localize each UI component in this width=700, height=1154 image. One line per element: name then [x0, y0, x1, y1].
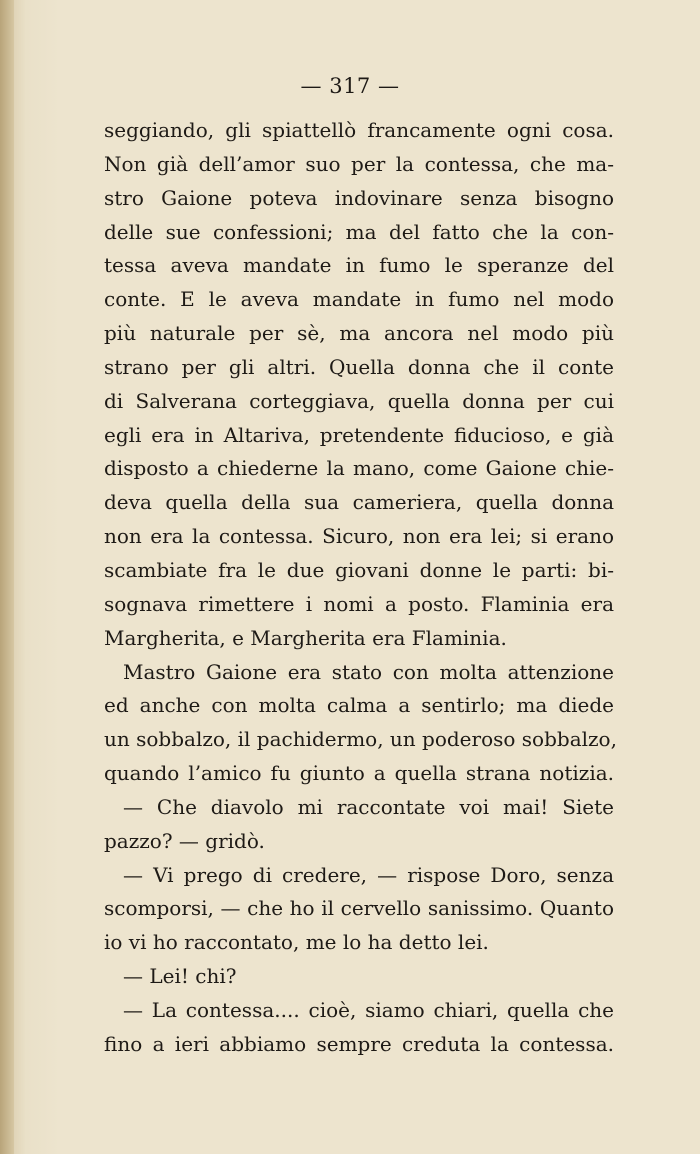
text-line: Non già dell’amor suo per la contessa, che ma- — [104, 151, 614, 176]
text-line: — Che diavolo mi raccontate voi mai! Siete — [123, 794, 614, 819]
text-line: conte. E le aveva mandate in fumo nel modo — [104, 287, 614, 312]
text-line: quando l’amico fu giunto a quella strana notizia. — [104, 761, 614, 786]
body-text — [104, 114, 617, 1062]
text-line: tessa aveva mandate in fumo le speranze del — [104, 253, 614, 278]
text-line: — Vi prego di credere, — rispose Doro, senza — [123, 862, 614, 887]
text-line: non era la contessa. Sicuro, non era lei; si erano — [104, 524, 614, 549]
text-line: sognava rimettere i nomi a posto. Flaminia era — [104, 591, 614, 616]
text-line: Mastro Gaione era stato con molta attenzione — [123, 659, 614, 684]
text-line: di Salverana corteggiava, quella donna per cui — [104, 388, 614, 413]
text-line: Margherita, e Margherita era Flaminia. — [104, 625, 507, 650]
text-line: deva quella della sua cameriera, quella donna — [104, 490, 614, 515]
text-line: un sobbalzo, il pachidermo, un poderoso sobbalzo, — [104, 727, 617, 752]
text-line: — Lei! chi? — [123, 964, 237, 989]
text-line: egli era in Altariva, pretendente fiducioso, e già — [104, 422, 614, 447]
text-line: scomporsi, — che ho il cervello sanissimo. Quanto — [104, 896, 614, 921]
text-line: disposto a chiederne la mano, come Gaione chie- — [104, 456, 614, 481]
page-binding-edge — [0, 0, 14, 1154]
text-line: fino a ieri abbiamo sempre creduta la contessa. — [104, 1031, 614, 1056]
text-line: ed anche con molta calma a sentirlo; ma diede — [104, 693, 614, 718]
text-line: — La contessa.... cioè, siamo chiari, quella che — [123, 997, 614, 1022]
text-line: strano per gli altri. Quella donna che il conte — [104, 354, 614, 379]
text-line: seggiando, gli spiattellò francamente ogni cosa. — [104, 118, 614, 142]
text-line: più naturale per sè, ma ancora nel modo più — [104, 321, 614, 346]
text-line: stro Gaione poteva indovinare senza bisogno — [104, 185, 614, 210]
text-line: delle sue confessioni; ma del fatto che la con- — [104, 219, 614, 244]
text-line: pazzo? — gridò. — [104, 828, 265, 853]
page-number: — 317 — — [300, 74, 400, 98]
text-line: io vi ho raccontato, me lo ha detto lei. — [104, 930, 489, 955]
text-line: scambiate fra le due giovani donne le parti: bi- — [104, 557, 614, 582]
